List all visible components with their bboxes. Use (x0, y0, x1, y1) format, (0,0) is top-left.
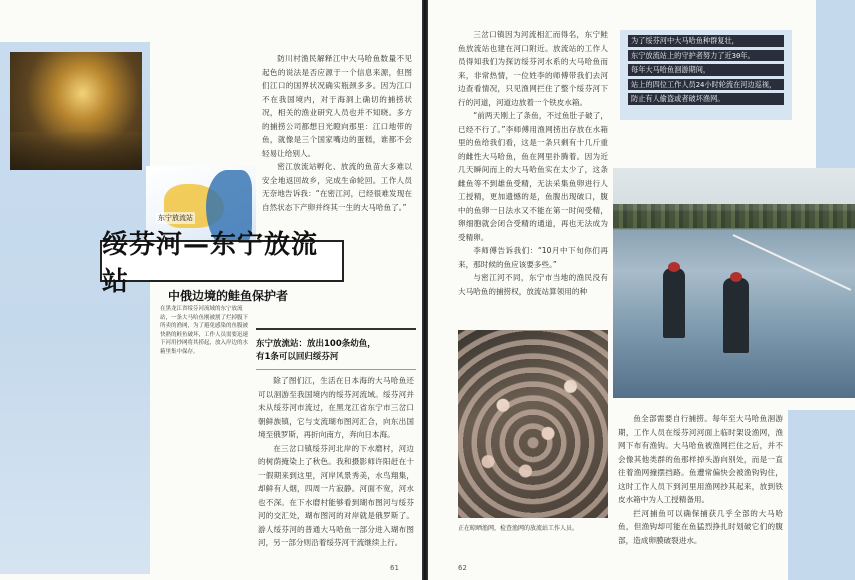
worker-hat (730, 272, 742, 282)
paragraph: “前两天刚上了条鱼，不过鱼肚子破了，已经不行了。”李师傅用渔网捞出存放在水箱里的鱼给我们看，这是一条只剩有十几斤重的雌性大马哈鱼，鱼在网里扑腾着。因为近几天瞬间而上的大马哈鱼实在太少了，这条雌鱼等不到雄鱼受精，无法采集鱼卵进行人工授精，更加遗憾的是，鱼腹出现破口，腹中的鱼卵一日法水又不能在第一时间受精，卵细胞就会闭合受精的通道，再也无法成为受精卵。 (458, 111, 608, 242)
paragraph: 在三岔口镇绥芬河北岸的下水磨村，河边的树荫掩染上了秋色。我和摄影师许阳赶在十一假期来到这里，河岸风景秀美，水鸟翔集，却鲜有人烟，四周一片寂静。河面不宽，河水也不深。在下水磨村能够看到瑚布图河与绥芬河的交汇处，瑚布图河的对岸就是俄罗斯了。游人绥芬河的普通大马哈鱼一部分进入瑚布图河，另一部分则沿着绥芬河干流继续上行。 (258, 443, 414, 547)
handwritten-note (620, 30, 792, 120)
handwritten-line: 为了绥芬河中大马哈鱼种群复壮， (628, 35, 784, 47)
paragraph: 与密江河不同，东宁市当地的渔民没有大马哈鱼的捕捞权，放流站算领用的种 (458, 273, 608, 296)
handwritten-line: 防止有人偷盗或者破坏渔网。 (628, 93, 784, 105)
left-page (0, 0, 422, 580)
photo-caption: 正在晾晒渔网，检查渔网的放流站工作人员。 (458, 525, 579, 532)
section-heading-line: 有1条可以回归绥芬河 (256, 352, 339, 362)
paragraph: 防川村渔民解释江中大马哈鱼数量不见起色的说法是否应源于一个信息来源，但图们江口的国界状况确实瓶颈多多。因为江口不在我国境内，对于海洞上确切的捕捞状况，相关的渔业研究人员也并不知晓。多方的捕捞公司都想日光瞪向那里：江口地带的鱼，就像是三个国家嘴边的蛋糕，谁都不会轻易让给别人。 (262, 54, 412, 158)
paragraph: 鱼全部需要自行捕捞。每年至大马哈鱼洄游期，工作人员在绥芬河河面上临时架设渔网，渔网下布有渔钩。大马哈鱼被渔网拦住之后，并不会像其他类群的鱼那样掉头游向别处，而是一直往着渔网撞摆挡路。鱼遭常偏快会被渔钩钩住，这时工作人员下到河里用渔网抄其起来，放到铁皮水箱中为人工授精备用。 (618, 414, 783, 504)
fishing-net-floats-photo (458, 330, 608, 518)
decorative-blue-strip (816, 0, 855, 170)
decorative-blue-strip (788, 410, 855, 580)
tree-line (613, 204, 855, 228)
section-heading (256, 328, 416, 370)
map-location-label: 东宁放流站 (158, 214, 193, 222)
article-title: 绥芬河—东宁放流站 (102, 230, 319, 297)
paragraph: 除了图们江，生活在日本海的大马哈鱼还可以洄游至我国境内的绥芬河流域。绥芬河并未从绥芬河市流过，在黑龙江省东宁市三岔口朝鲜族镇，它与支流瑚布图河汇合，向东出国境至俄罗斯，再折向南方，奔向日本海。 (258, 376, 414, 439)
article-column-top (458, 28, 608, 298)
right-page (428, 0, 855, 580)
paragraph: 李师傅告诉我们：“10月中下旬你们再来，那时候的鱼应该要多些。” (458, 246, 608, 269)
handwritten-line: 每年大马哈鱼洄游期间， (628, 64, 784, 76)
article-subtitle: 中俄边境的鲑鱼保护者 (168, 289, 289, 303)
article-column-top (262, 52, 412, 214)
fishing-net-line (733, 234, 852, 291)
handwritten-line: 站上的四位工作人员24小时轮流在河边巡视， (628, 79, 784, 91)
river-net-photo (613, 168, 855, 398)
paragraph: 拦河捕鱼可以确保捕获几乎全部的大马哈鱼，但渔钩却可能在鱼猛烈挣扎时划破它们的腹部，造成卵膜破裂进水。 (618, 508, 783, 545)
paragraph: 密江放流站孵化、放流的鱼苗大多难以安全地返回故乡，完成生命轮回。工作人员无奈地告诉我：“在密江河，已经很难发现在自然状态下产卵并终其一生的大马哈鱼了。” (262, 162, 412, 212)
worker-hat (668, 262, 680, 272)
worker-figure (663, 268, 685, 338)
article-column-bottom (258, 374, 414, 550)
page-number: 62 (458, 564, 467, 572)
paragraph: 三岔口镇因为河流相汇而得名，东宁鲑鱼放流站也建在河口附近。放流站的工作人员得知我们为探访绥芬河水系的大马哈鱼而来，非常热情，一位姓李的师傅带我们去河边查看情况，只见渔网拦住了整个绥芬河下行的河道，河道边放着一个铁皮水箱。 (458, 30, 608, 107)
page-number: 61 (390, 564, 399, 572)
section-heading-line: 东宁放流站：放出100条幼鱼， (256, 339, 376, 349)
autumn-river-photo (10, 52, 142, 170)
handwritten-line: 东宁放流站上的守护者努力了近30年。 (628, 50, 784, 62)
article-column-bottom (618, 412, 783, 547)
photo-caption: 在黑龙江省绥芬河流域的东宁放流站，一条大马哈鱼刚被割了烂掉腹下所卖的渔网，为了避免感染的鱼腹被快熟的鲑鱼破坏，工作人员需要迅速下河用抄网将其捞起，放入岸边的水箱里集中保存。 (160, 306, 249, 355)
worker-figure (723, 278, 749, 353)
